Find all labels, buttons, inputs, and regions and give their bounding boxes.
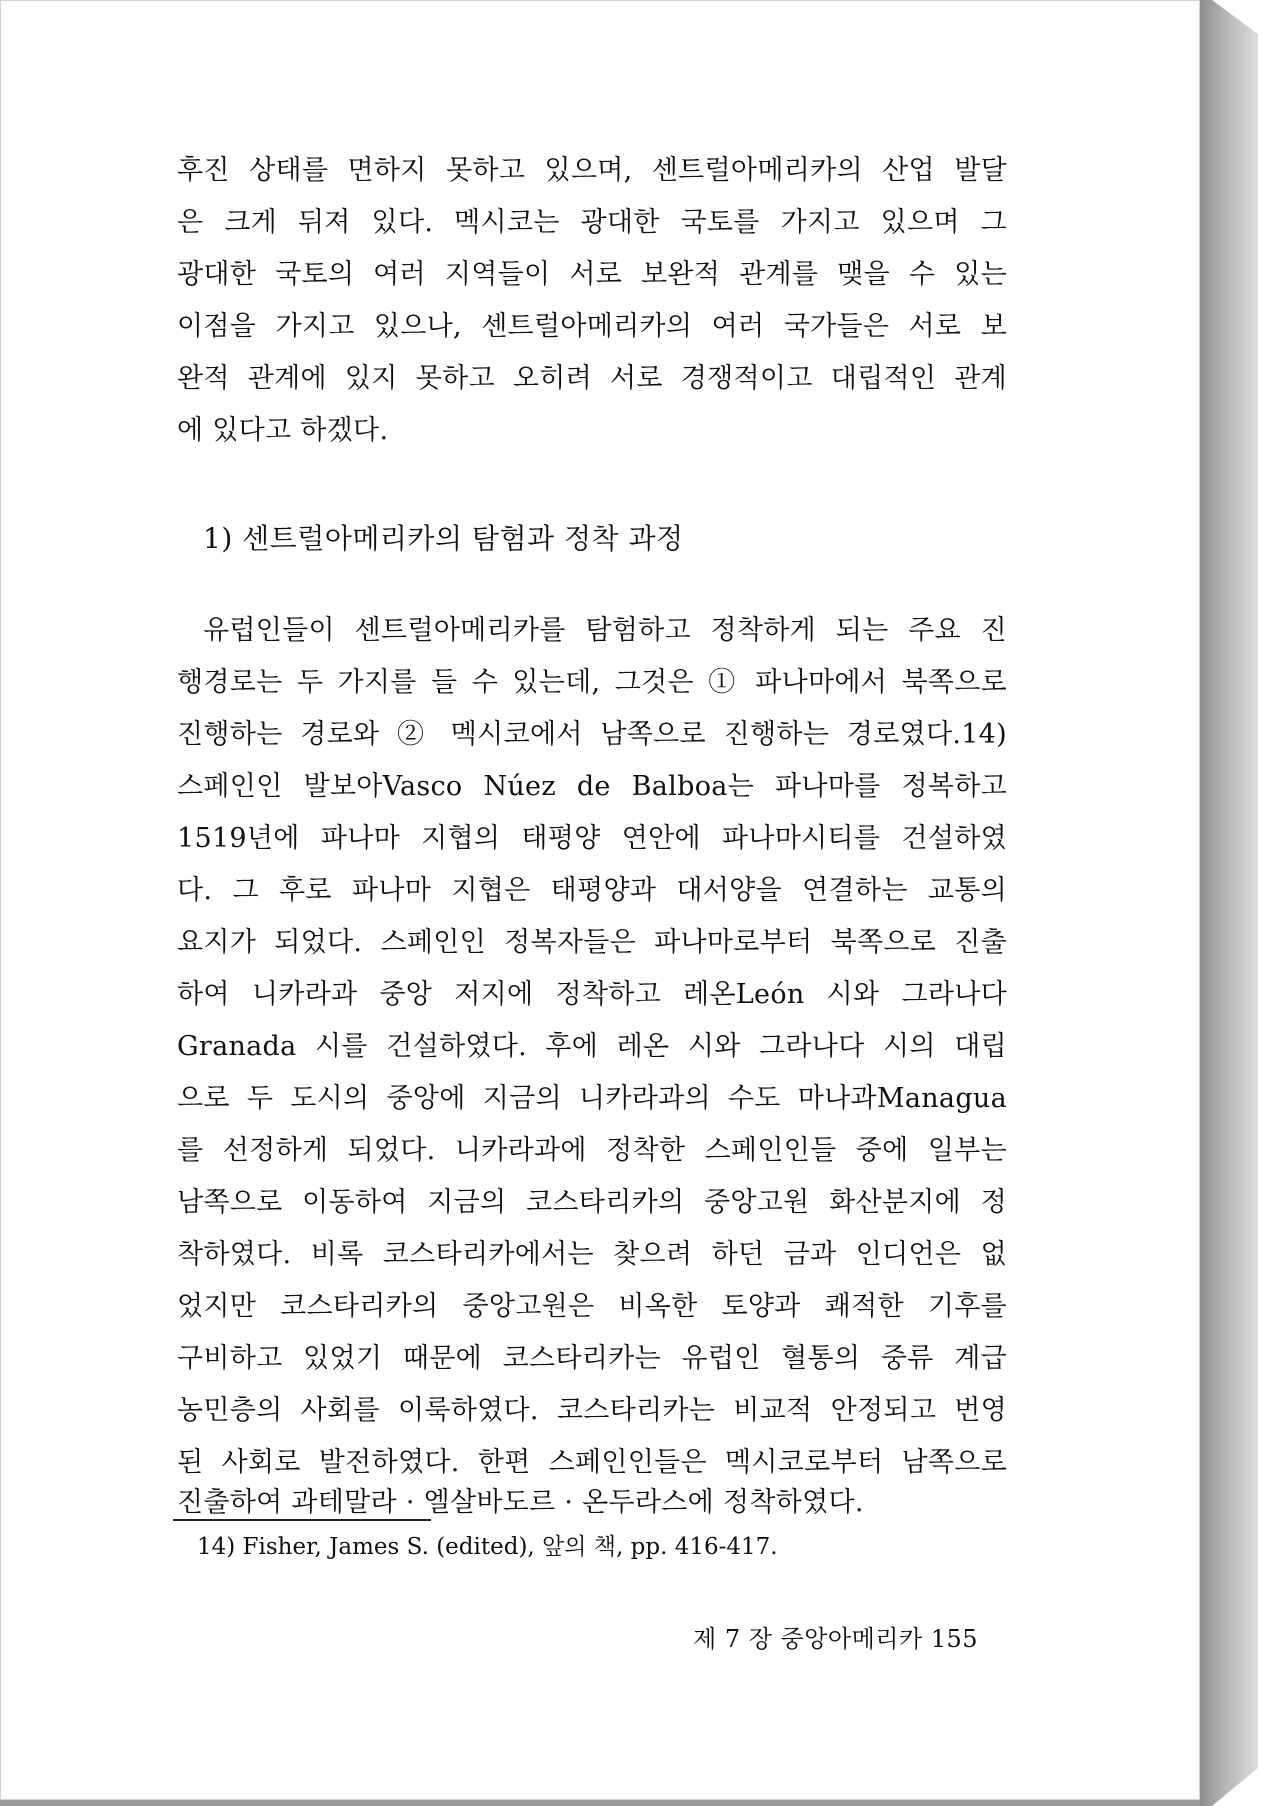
text-line: 완적 관계에 있지 못하고 오히려 서로 경쟁적이고 대립적인 관계 xyxy=(177,363,1007,394)
page-footer: 제 7 장 중앙아메리카 155 xyxy=(693,1625,979,1653)
text-line: 요지가 되었다. 스페인인 정복자들은 파나마로부터 북쪽으로 진출 xyxy=(177,927,1007,958)
text-line: 후진 상태를 면하지 못하고 있으며, 센트럴아메리카의 산업 발달 xyxy=(177,155,1007,186)
text-line: 으로 두 도시의 중앙에 지금의 니카라과의 수도 마나과Managua xyxy=(177,1083,1007,1114)
text-line: 행경로는 두 가지를 들 수 있는데, 그것은 ① 파나마에서 북쪽으로 xyxy=(177,667,1007,698)
text-line: 진출하여 과테말라 · 엘살바도르 · 온두라스에 정착하였다. xyxy=(177,1487,864,1518)
text-line: 이점을 가지고 있으나, 센트럴아메리카의 여러 국가들은 서로 보 xyxy=(177,311,1007,342)
text-line: 구비하고 있었기 때문에 코스타리카는 유럽인 혈통의 중류 계급 xyxy=(177,1343,1007,1374)
text-line: 에 있다고 하겠다. xyxy=(177,415,389,446)
text-line: 를 선정하게 되었다. 니카라과에 정착한 스페인인들 중에 일부는 xyxy=(177,1135,1007,1166)
text-line: 유럽인들이 센트럴아메리카를 탐험하고 정착하게 되는 주요 진 xyxy=(203,615,1007,646)
text-line: Granada 시를 건설하였다. 후에 레온 시와 그라나다 시의 대립 xyxy=(177,1031,1007,1062)
text-line: 다. 그 후로 파나마 지협은 태평양과 대서양을 연결하는 교통의 xyxy=(177,875,1007,906)
text-line: 진행하는 경로와 ② 멕시코에서 남쪽으로 진행하는 경로였다.14) xyxy=(177,719,1007,750)
text-line: 남쪽으로 이동하여 지금의 코스타리카의 중앙고원 화산분지에 정 xyxy=(177,1187,1007,1218)
footnote: 14) Fisher, James S. (edited), 앞의 책, pp. 416-417. xyxy=(197,1534,778,1560)
text-line: 은 크게 뒤져 있다. 멕시코는 광대한 국토를 가지고 있으며 그 xyxy=(177,207,1007,238)
text-line: 착하였다. 비록 코스타리카에서는 찾으려 하던 금과 인디언은 없 xyxy=(177,1239,1007,1270)
text-line: 광대한 국토의 여러 지역들이 서로 보완적 관계를 맺을 수 있는 xyxy=(177,259,1007,290)
text-line: 스페인인 발보아Vasco Núez de Balboa는 파나마를 정복하고 xyxy=(177,771,1007,802)
text-line: 었지만 코스타리카의 중앙고원은 비옥한 토양과 쾌적한 기후를 xyxy=(177,1291,1007,1322)
page-edge-shadow xyxy=(1200,0,1258,1806)
section-heading: 1) 센트럴아메리카의 탐험과 정착 과정 xyxy=(203,522,684,555)
text-line: 1519년에 파나마 지협의 태평양 연안에 파나마시티를 건설하였 xyxy=(177,823,1007,854)
text-line: 된 사회로 발전하였다. 한편 스페인인들은 멕시코로부터 남쪽으로 xyxy=(177,1447,1007,1478)
text-line: 하여 니카라과 중앙 저지에 정착하고 레온León 시와 그라나다 xyxy=(177,979,1007,1010)
page-bottom-shadow xyxy=(0,1800,1200,1806)
text-line: 농민층의 사회를 이룩하였다. 코스타리카는 비교적 안정되고 번영 xyxy=(177,1395,1007,1426)
